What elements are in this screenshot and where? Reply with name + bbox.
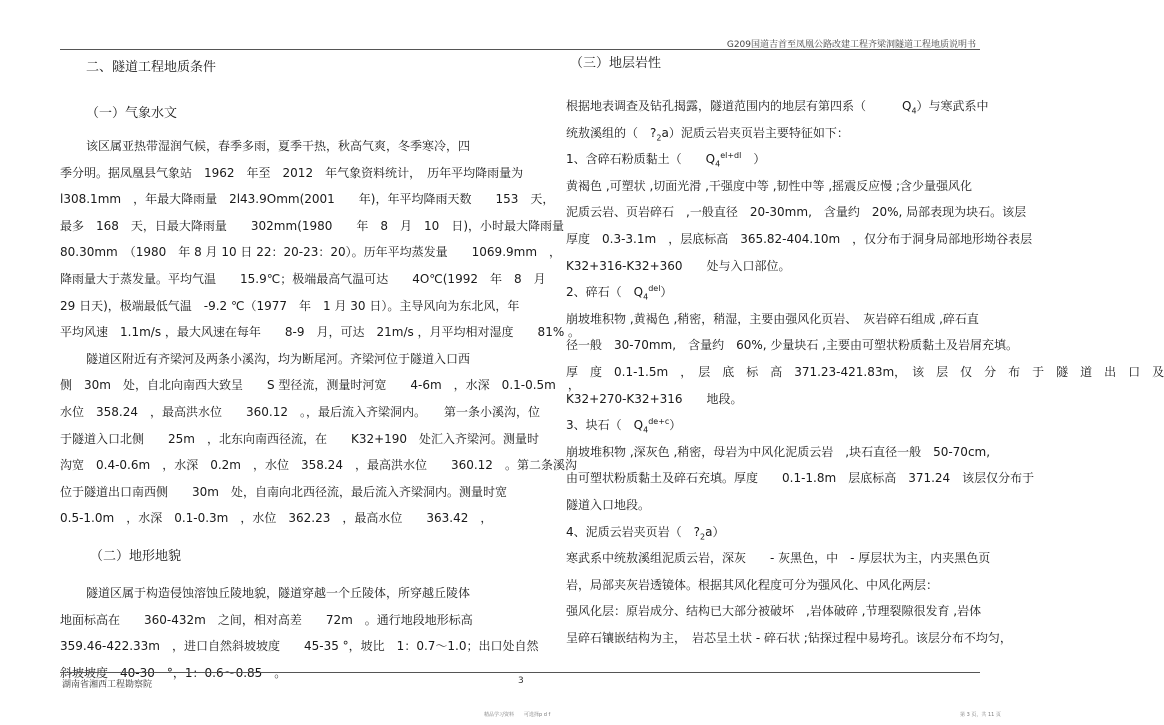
text-line: 沟宽 0.4-0.6m ，水深 0.2m ，水位 358.24 ，最高洪水位 360.12 。第二条溪沟 — [60, 458, 577, 473]
text-line: 斜坡坡度 40-30 °，1：0.6～0.85 。 — [60, 665, 287, 680]
text-line: 由可塑状粉质黏土及碎石充填。厚度 0.1-1.8m 层底标高 371.24 该层仅分布于 — [566, 471, 1035, 486]
text-line: 80.30mm （1980 年 8 月 10 日 22：20-23：20）。历年平均蒸发量 1069.9mm ， — [60, 245, 562, 260]
text-line: 崩坡堆积物 ,黄褐色 ,稍密，稍湿，主要由强风化页岩、 灰岩碎石组成 ,碎石直 — [566, 311, 979, 326]
text-line: 该区属亚热带湿润气候，春季多雨，夏季干热，秋高气爽，冬季寒冷，四 — [86, 139, 471, 153]
subsection-terrain-title: （二）地形地貌 — [90, 548, 182, 564]
text-line: 崩坡堆积物 ,深灰色 ,稍密，母岩为中风化泥质云岩 ,块石直径一般 50-70cm, — [566, 444, 991, 459]
text-line: 0.5-1.0m ，水深 0.1-0.3m ，水位 362.23 ，最高水位 363.42 ， — [60, 511, 493, 526]
page-count: 第 3 页，共 11 页 — [960, 712, 1001, 718]
text-line: 平均风速 1.1m/s ，最大风速在每年 8-9 月，可达 21m/s ，月平均相对湿度 81% 。 — [60, 325, 581, 340]
text-line: 强风化层：原岩成分、结构已大部分被破坏 ,岩体破碎 ,节理裂隙很发育 ,岩体 — [566, 604, 982, 619]
item4-title: 4、泥质云岩夹页岩（ $?_2a$） — [566, 524, 725, 541]
text-line: 水位 358.24 ，最高洪水位 360.12 。，最后流入齐梁洞内。 第一条小溪沟，位 — [60, 404, 540, 419]
item2-title: 2、碎石（ $Q_4^{del}$） — [566, 284, 673, 302]
text-line: 359.46-422.33m ，进口自然斜坡坡度 45-35 °，坡比 1：0.7～1.0；出口处自然 — [60, 639, 539, 654]
text-line: 隧道区附近有齐梁河及两条小溪沟，均为断尾河。齐梁河位于隧道入口西 — [86, 351, 471, 366]
weather-paragraph — [60, 133, 581, 532]
text-line: 侧 30m 处，自北向南西大致呈 S 型径流，测量时河宽 4-6m ，水深 0.1-0.5m ， — [60, 378, 580, 393]
text-line: 泥质云岩、页岩碎石 ,一般直径 20-30mm, 含量约 20%, 局部表现为块石。该层 — [566, 205, 1027, 220]
text-line: 径一般 30-70mm, 含量约 60%, 少量块石 ,主要由可塑状粉质黏土及岩屑充填。 — [566, 338, 1018, 353]
text-line: 统敖溪组的（ $?_2a$）泥质云岩夹页岩主要特征如下： — [566, 125, 849, 142]
text-line: 厚 度 0.1-1.5m ， 层 底 标 高 371.23-421.83m， 该 层 仅 分 布 于 隧 道 出 口 及 — [566, 364, 1164, 379]
section-title: 二、隧道工程地质条件 — [86, 60, 217, 75]
footer-rule — [60, 672, 980, 673]
text-line: 降雨量大于蒸发量。平均气温 15.9℃；极端最高气温可达 4O℃(1992 年 8 月 — [60, 271, 546, 286]
right-column — [566, 51, 1164, 651]
subsection-weather-title: （一）气象水文 — [86, 106, 178, 121]
header-rule — [60, 49, 980, 50]
text-line: 于隧道入口北侧 25m ，北东向南西径流，在 K32+190 处汇入齐梁河。测量时 — [60, 431, 540, 446]
text-line: 位于隧道出口南西侧 30m 处，自南向北西径流，最后流入齐梁洞内。测量时宽 — [60, 484, 507, 499]
text-line: l308.1mm ，年最大降雨量 2l43.9Omm(2001 年)，年平均降雨天数 153 天， — [60, 192, 555, 207]
text-line: 地面标高在 360-432m 之间，相对高差 72m 。通行地段地形标高 — [60, 612, 473, 627]
text-line: 厚度 0.3-3.1m ，层底标高 365.82-404.10m ，仅分布于洞身局部地形坳谷表层 — [566, 231, 1033, 246]
text-line: 隧道区属于构造侵蚀溶蚀丘陵地貌，隧道穿越一个丘陵体，所穿越丘陵体 — [86, 585, 471, 600]
text-line: 寒武系中统敖溪组泥质云岩，深灰 - 灰黑色，中 - 厚层状为主，内夹黑色页 — [566, 551, 991, 566]
footer-organization: 湖南省湘西工程勘察院 — [62, 680, 153, 690]
text-line: 黄褐色 ,可塑状 ,切面光滑 ,干强度中等 ,韧性中等 ,摇震反应慢 ;含少量强风化 — [566, 178, 973, 193]
subsection-strata-title: （三）地层岩性 — [570, 56, 662, 71]
text-line: 29 日天)，极端最低气温 -9.2 ℃（1977 年 1 月 30 日）。主导风向为东北风，年 — [60, 298, 520, 313]
item1-title: 1、含碎石粉质黏土（ $Q_4^{el+dl}$ ） — [566, 151, 766, 169]
watermark-text: 精品学习资料 可选择p d f — [484, 712, 551, 718]
text-line: 季分明。据凤凰县气象站 1962 年至 2012 年气象资料统计， 历年平均降雨量为 — [60, 165, 524, 180]
text-line: 隧道入口地段。 — [566, 497, 651, 512]
text-line: 呈碎石镶嵌结构为主， 岩芯呈土状 - 碎石状 ;钻探过程中易垮孔。该层分布不均匀， — [566, 630, 1012, 645]
text-line: K32+270-K32+316 地段。 — [566, 391, 743, 406]
page-number: 3 — [518, 676, 524, 686]
text-line: 最多 168 天，日最大降雨量 302mm(1980 年 8 月 10 日)，小时最大降雨量 — [60, 218, 564, 233]
item3-title: 3、块石（ $Q_4^{de+c}$） — [566, 417, 682, 435]
text-line: 根据地表调查及钻孔揭露，隧道范围内的地层有第四系（ $Q_4$）与寒武系中 — [566, 99, 989, 116]
text-line: K32+316-K32+360 处与入口部位。 — [566, 258, 791, 273]
text-line: 岩，局部夹灰岩透镜体。根据其风化程度可分为强风化、中风化两层： — [566, 577, 939, 592]
page-header: G209国道吉首至凤凰公路改建工程齐梁洞隧道工程地质说明书 — [726, 40, 976, 50]
